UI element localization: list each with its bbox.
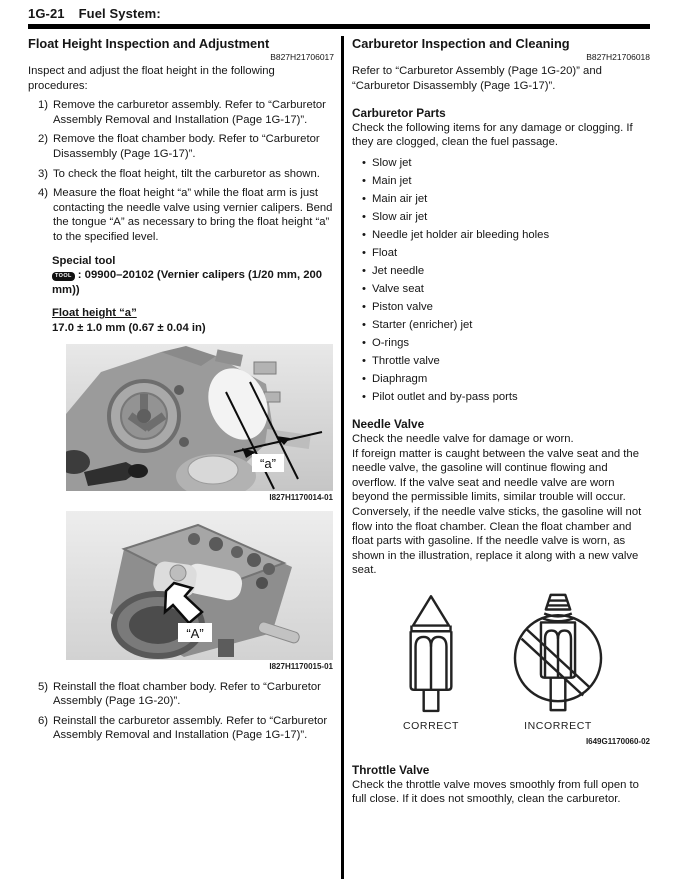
- special-tool-line: [52, 268, 334, 297]
- correct-valve-drawing: [391, 593, 471, 715]
- subsection-heading: Needle Valve: [352, 417, 425, 432]
- bullet-icon: •: [362, 210, 366, 223]
- list-item-text: Main jet: [372, 174, 412, 187]
- tongue-a-label: “A”: [186, 625, 204, 641]
- header-rule: [28, 24, 650, 29]
- list-item: [356, 228, 650, 243]
- list-item-text: Pilot outlet and by-pass ports: [372, 390, 518, 403]
- correct-valve: [391, 593, 471, 734]
- procedure-step: [38, 186, 334, 244]
- bullet-icon: •: [362, 372, 366, 385]
- list-item: [356, 390, 650, 405]
- special-tool-heading: Special tool: [52, 254, 116, 267]
- list-item-text: O-rings: [372, 336, 410, 349]
- parts-paragraph: Check the following items for any damage or clogging. If they are clogged, clean the fuel passage.: [352, 121, 633, 149]
- incorrect-label: INCORRECT: [524, 719, 592, 732]
- header-title: [28, 6, 650, 21]
- list-item: [356, 282, 650, 297]
- list-item: [356, 192, 650, 207]
- procedure-step: [38, 680, 334, 709]
- section-heading: Carburetor Inspection and Cleaning: [352, 36, 570, 51]
- section-heading: Float Height Inspection and Adjustment: [28, 36, 270, 51]
- list-item: [356, 318, 650, 333]
- list-item-text: Jet needle: [372, 264, 425, 277]
- step-number: 5): [38, 680, 49, 693]
- throttle-valve-paragraph: Check the throttle valve moves smoothly from full open to full close. If it does not smoothly, clean the carburetor.: [352, 778, 639, 806]
- dimension-a-label: “a”: [260, 455, 276, 471]
- needle-valve-drawings: [352, 590, 650, 734]
- step-number: 4): [38, 187, 49, 200]
- spec-value: 17.0 ± 1.0 mm (0.67 ± 0.04 in): [52, 321, 206, 334]
- page-number: 1G-21: [28, 6, 65, 21]
- figure-code: I827H1170015-01: [269, 661, 333, 671]
- list-item-text: Piston valve: [372, 300, 433, 313]
- subsection-heading: Throttle Valve: [352, 763, 430, 778]
- spec-block: [52, 306, 334, 335]
- correct-label: CORRECT: [402, 719, 460, 732]
- incorrect-valve-drawing: [505, 590, 611, 715]
- special-tool-text: : 09900–20102 (Vernier calipers (1/20 mm, 200 mm)): [52, 269, 323, 296]
- list-item: [356, 300, 650, 315]
- needle-valve-paragraph-1: Check the needle valve for damage or worn.: [352, 432, 574, 445]
- subsection-heading: Carburetor Parts: [352, 106, 446, 121]
- carburetor-top-photo: [66, 511, 333, 660]
- list-item: [356, 354, 650, 369]
- bullet-icon: •: [362, 246, 366, 259]
- bullet-icon: •: [362, 318, 366, 331]
- step-number: 3): [38, 167, 49, 180]
- list-item: [356, 156, 650, 171]
- right-column: [352, 36, 650, 807]
- parts-list: [356, 156, 650, 404]
- procedure-step: [38, 714, 334, 743]
- bullet-icon: •: [362, 336, 366, 349]
- tool-icon: TOOL: [52, 272, 75, 281]
- needle-valve-paragraph-2: If foreign matter is caught between the valve seat and the needle valve, the gasoline will continue flowing and overflow. If the valve seat and needle valve are worn beyond the permissible limits, similar trouble will occur. Conversely, if the needle valve sticks, the gasoline will not flow into the float chamber. Clean the float chamber and float parts with gasoline. If the needle valve is worn, as shown in the illustration, replace it along with a new valve seat.: [352, 447, 642, 577]
- bullet-icon: •: [362, 174, 366, 187]
- section-code: B827H21706018: [586, 52, 650, 62]
- list-item: [356, 264, 650, 279]
- bullet-icon: •: [362, 192, 366, 205]
- bullet-icon: •: [362, 156, 366, 169]
- bullet-icon: •: [362, 228, 366, 241]
- figure-tongue-photo: [66, 511, 333, 672]
- figure-code: I649G1170060-02: [585, 737, 650, 747]
- list-item-text: Valve seat: [372, 282, 424, 295]
- section-title: Fuel System:: [78, 6, 161, 21]
- needle-valve-figure: [352, 590, 650, 750]
- carburetor-tilted-photo: [66, 344, 333, 491]
- step-text: Reinstall the float chamber body. Refer to “Carburetor Assembly (Page 1G-20)”.: [53, 680, 321, 708]
- list-item-text: Main air jet: [372, 192, 428, 205]
- list-item: [356, 174, 650, 189]
- step-text: Remove the carburetor assembly. Refer to “Carburetor Assembly Removal and Installation (Page 1G-17)”.: [53, 99, 326, 126]
- list-item-text: Slow jet: [372, 156, 412, 169]
- list-item-text: Slow air jet: [372, 210, 428, 223]
- bullet-icon: •: [362, 300, 366, 313]
- list-item: [356, 246, 650, 261]
- step-number: 1): [38, 99, 49, 112]
- procedure-step: [38, 167, 334, 182]
- incorrect-valve: [505, 590, 611, 734]
- figure-code: I827H1170014-01: [269, 492, 333, 502]
- left-column: [28, 36, 334, 743]
- step-number: 6): [38, 714, 49, 727]
- list-item-text: Diaphragm: [372, 372, 428, 385]
- procedure-step: [38, 98, 334, 127]
- spec-heading: Float height “a”: [52, 307, 137, 320]
- list-item-text: Throttle valve: [372, 354, 440, 367]
- bullet-icon: •: [362, 354, 366, 367]
- list-item-text: Float: [372, 246, 398, 259]
- list-item-text: Needle jet holder air bleeding holes: [372, 228, 550, 241]
- list-item: [356, 372, 650, 387]
- page-header: [28, 6, 650, 29]
- intro-paragraph: Inspect and adjust the float height in the following procedures:: [28, 65, 275, 92]
- section-code: B827H21706017: [270, 52, 334, 62]
- step-text: Reinstall the carburetor assembly. Refer to “Carburetor Assembly Removal and Installation (Page 1G-17)”.: [53, 714, 328, 742]
- list-item: [356, 210, 650, 225]
- bullet-icon: •: [362, 264, 366, 277]
- bullet-icon: •: [362, 282, 366, 295]
- list-item-text: Starter (enricher) jet: [372, 318, 473, 331]
- special-tool-block: [52, 254, 334, 298]
- figure-float-height-photo: [66, 344, 333, 503]
- step-text: Measure the float height “a” while the float arm is just contacting the needle valve using vernier calipers. Bend the tongue “A” as necessary to bring the float height “a” to the specified level.: [53, 187, 333, 243]
- bullet-icon: •: [362, 390, 366, 403]
- step-number: 2): [38, 133, 49, 146]
- step-text: To check the float height, tilt the carburetor as shown.: [53, 167, 320, 180]
- step-text: Remove the float chamber body. Refer to “Carburetor Disassembly (Page 1G-17)”.: [53, 133, 320, 160]
- column-divider: [341, 36, 344, 879]
- intro-paragraph: Refer to “Carburetor Assembly (Page 1G-20)” and “Carburetor Disassembly (Page 1G-17)”.: [352, 65, 602, 92]
- procedure-step: [38, 132, 334, 161]
- list-item: [356, 336, 650, 351]
